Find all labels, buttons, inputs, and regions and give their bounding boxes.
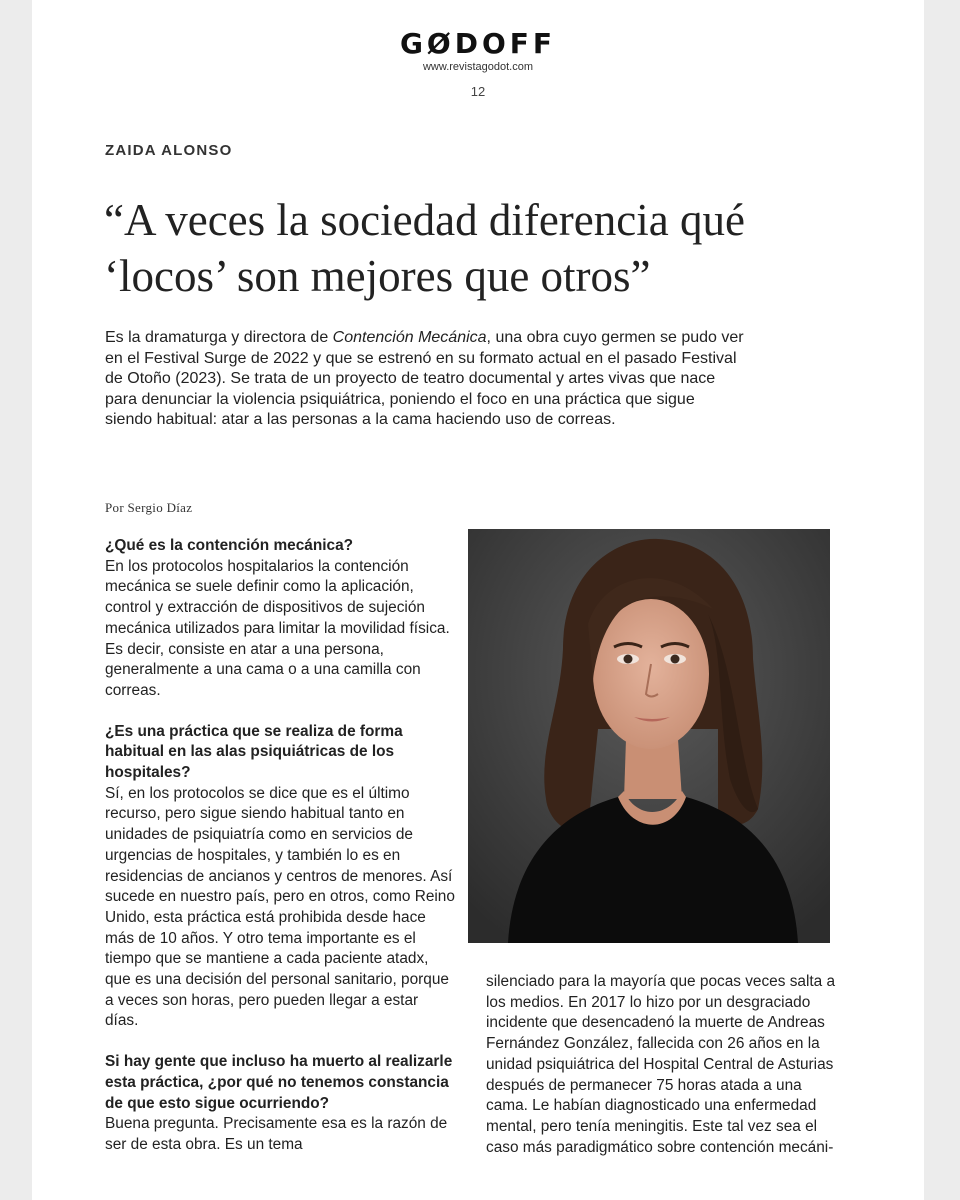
interviewee-name: ZAIDA ALONSO [105, 142, 233, 159]
magazine-page [32, 0, 924, 1200]
lead-text-2: , una obra cuyo germen se pudo ver en el Festival Surge de 2022 y que se estrenó en su formato actual en el pasado Festival de Otoño (2023). Se trata de un proyecto de teatro documental y artes vivas que nace para denunciar la violencia psiquiátrica, poniendo el foco en una práctica que sigue siendo habitual: atar a las personas a la cama haciendo uso de correas. [105, 329, 744, 429]
portrait-illustration [468, 529, 830, 943]
question-1: ¿Qué es la contención mecánica? [105, 537, 354, 554]
answer-3-start: Buena pregunta. Precisamente esa es la razón de ser de esta obra. Es un tema [105, 1115, 448, 1153]
article-column-right [486, 972, 836, 1158]
work-title: Contención Mecánica [332, 329, 487, 346]
masthead [32, 28, 924, 99]
magazine-logo: GØDOFF [399, 27, 557, 60]
website-url: www.revistagodot.com [422, 61, 534, 73]
headline-line-2: ‘locos’ son mejores que otros” [104, 251, 651, 301]
article-column-left [105, 536, 455, 1156]
answer-3-continued: silenciado para la mayoría que pocas veces salta a los medios. En 2017 lo hizo por un desgraciado incidente que desencadenó la muerte de Andreas Fernández González, fallecida con 26 años en la unidad psiquiátrica del Hospital Central de Asturias después de permanecer 75 horas atada a una cama. Le habían diagnosticado una enfermedad mental, pero tenía meningitis. Este tal vez sea el caso más paradigmático sobre contención mecáni- [486, 973, 836, 1156]
headline [104, 192, 864, 304]
portrait-photo [468, 529, 830, 943]
lead-paragraph [105, 328, 745, 431]
answer-1: En los protocolos hospitalarios la contención mecánica se suele definir como la aplicación, control y extracción de dispositivos de sujeción mecánica utilizados para limitar la movilidad física. Es decir, consiste en atar a una persona, generalmente a una cama o a una camilla con correas. [105, 557, 450, 699]
answer-2: Sí, en los protocolos se dice que es el último recurso, pero sigue siendo habitual tanto en unidades de psiquiatría como en servicios de urgencias de hospitales, y también lo es en residencias de ancianos y centros de menores. Así sucede en nuestro país, pero en otros, como Reino Unido, esta práctica está prohibida desde hace más de 10 años. Y otro tema importante es el tiempo que se mantiene a cada paciente atadx, que es una decisión del personal sanitario, porque a veces son horas, pero pueden llegar a estar días. [105, 784, 455, 1030]
question-2: ¿Es una práctica que se realiza de forma habitual en las alas psiquiátricas de los hospitales? [105, 722, 403, 782]
question-3: Si hay gente que incluso ha muerto al realizarle esta práctica, ¿por qué no tenemos constancia de que esto sigue ocurriendo? [105, 1053, 453, 1112]
page-number: 12 [470, 84, 486, 99]
lead-text-1: Es la dramaturga y directora de [105, 329, 333, 346]
headline-line-1: “A veces la sociedad diferencia qué [104, 195, 745, 245]
byline: Por Sergio Díaz [105, 500, 193, 515]
